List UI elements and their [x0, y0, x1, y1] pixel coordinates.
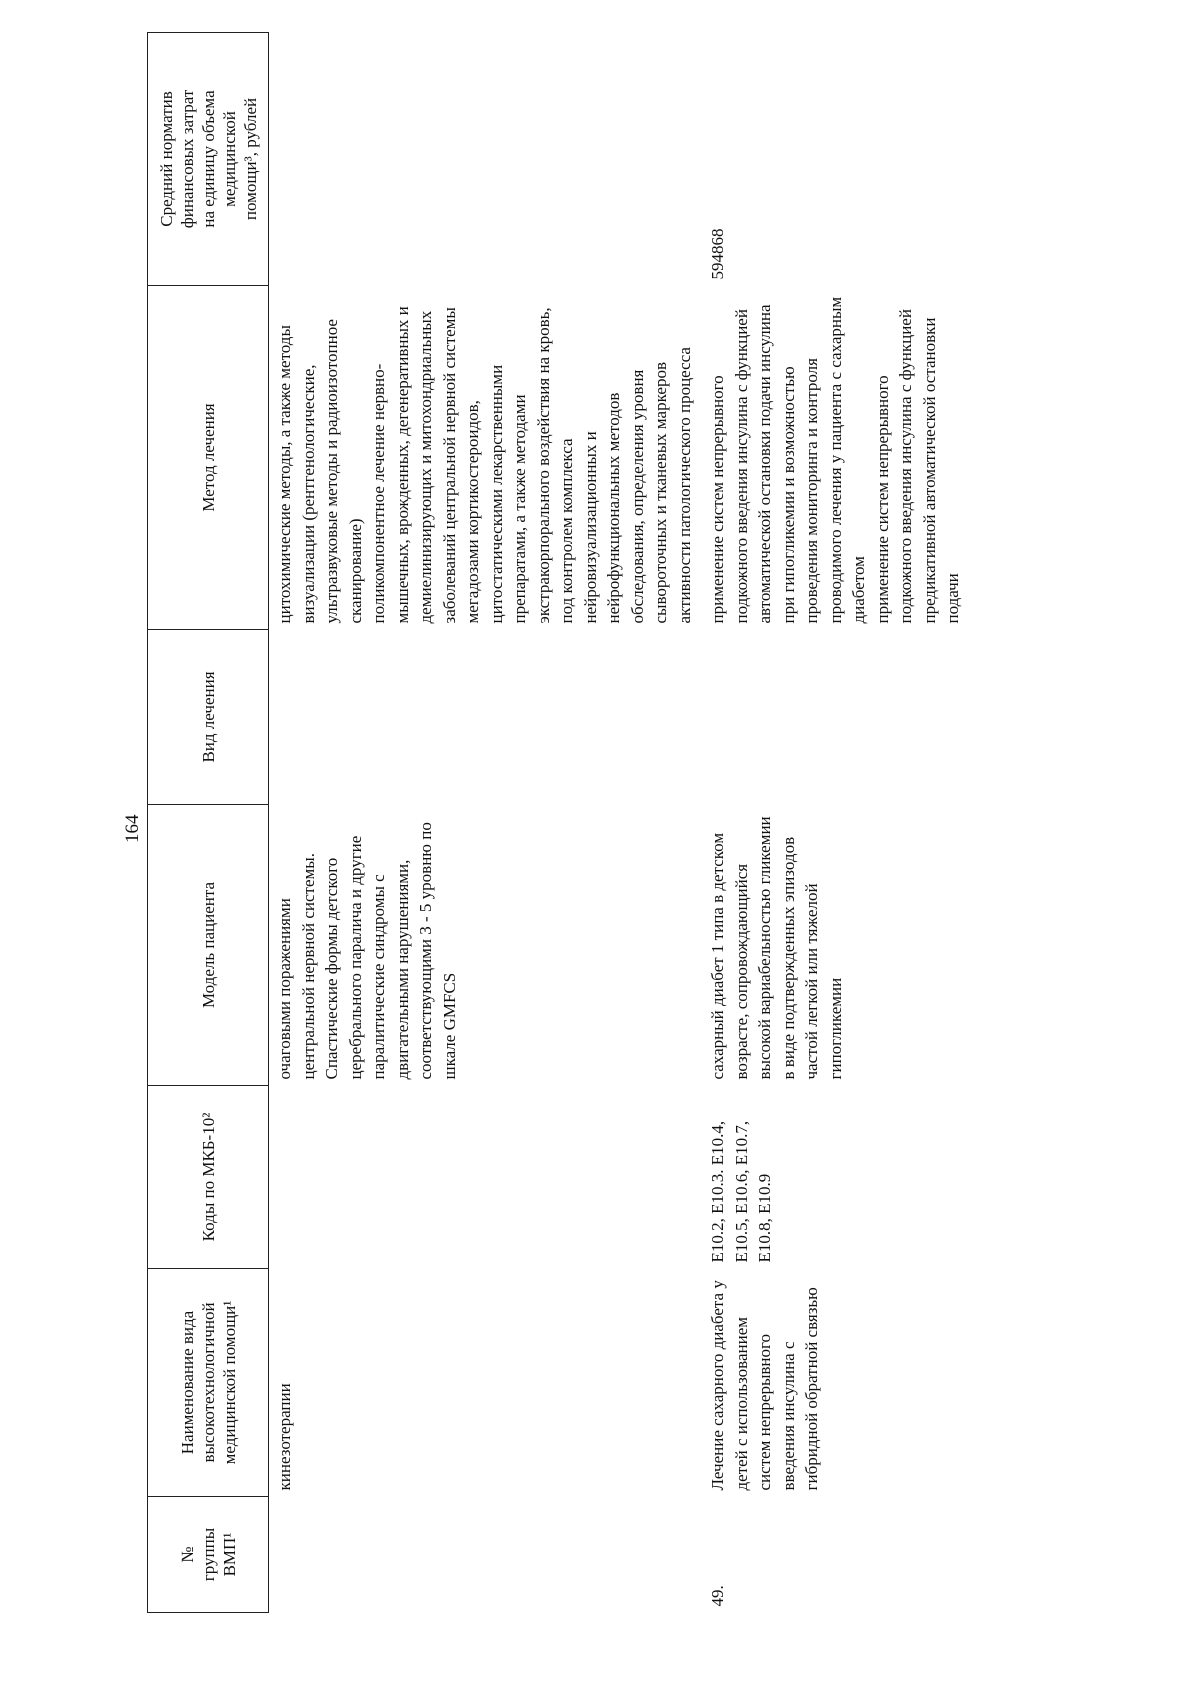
header-treatment-type: Вид лечения	[148, 630, 269, 805]
table-row	[269, 33, 703, 1613]
model-paragraph: Спастические формы детского церебрального паралича и другие паралитические синдромы с двигательными нарушениями, соответствующими 3 - 5 уровню по шкале GMFCS	[322, 822, 459, 1080]
cell-name: Лечение сахарного диабета у детей с использованием систем непрерывного введения инсулина с гибридной обратной связью	[708, 1280, 821, 1491]
method-paragraph: поликомпонентное лечение нервно-мышечных, врожденных, дегенеративных и демиелинизирующих и митохондриальных заболеваний центральной нервной системы мегадозами кортикостероидов, цитостатическими лекарственными препаратами, а также методами экстракорпорального воздействия на кровь, под контролем комплекса нейровизуализационных и нейрофункциональных методов обследования, определения уровня сывороточных и тканевых маркеров активности патологического процесса	[369, 306, 694, 624]
header-treatment-method: Метод лечения	[148, 286, 269, 630]
cell-model	[702, 805, 971, 1086]
cell-cost	[269, 33, 703, 286]
cell-method	[702, 286, 971, 630]
header-icd-codes: Коды по МКБ-10²	[148, 1086, 269, 1269]
page-number: 164	[122, 814, 143, 843]
table-header-row	[148, 33, 269, 1613]
cell-number: 49.	[708, 1585, 727, 1607]
rotated-page	[147, 0, 1200, 1646]
cell-name: кинезотерапии	[275, 1383, 294, 1491]
header-group-number: № группы ВМП¹	[148, 1497, 269, 1613]
method-paragraph: применение систем непрерывного подкожного введения инсулина с функцией предикативной автоматической остановки подачи	[872, 309, 962, 624]
method-paragraph: цитохимические методы, а также методы визуализации (рентгенологические, ультразвуковые методы и радиоизотопное сканирование)	[275, 319, 365, 624]
cell-method	[269, 286, 703, 630]
header-care-name: Наименование вида высокотехнологичной медицинской помощи¹	[148, 1269, 269, 1497]
cell-treatment-type	[269, 630, 703, 805]
cell-model	[269, 805, 703, 1086]
cell-cost: 594868	[708, 228, 727, 280]
cell-number	[269, 1497, 703, 1613]
cell-codes	[269, 1086, 703, 1269]
model-paragraph: сахарный диабет 1 типа в детском возрасте, сопровождающийся высокой вариабельностью гликемии в виде подтвержденных эпизодов частой легкой или тяжелой гипогликемии	[708, 816, 845, 1080]
model-paragraph: очаговыми поражениями центральной нервной системы.	[275, 853, 318, 1080]
table-row	[702, 33, 971, 1613]
header-cost-standard: Средний норматив финансовых затрат на единицу объема медицинской помощи³, рублей	[148, 33, 269, 286]
method-paragraph: применение систем непрерывного подкожного введения инсулина с функцией автоматической остановки подачи инсулина при гипогликемии и возможностью проведения мониторинга и контроля проводимого лечения у пациента с сахарным диабетом	[708, 296, 868, 624]
vmp-table	[147, 32, 971, 1613]
cell-treatment-type	[702, 630, 971, 805]
header-patient-model: Модель пациента	[148, 805, 269, 1086]
cell-codes: E10.2, E10.3. E10.4, E10.5, E10.6, E10.7, E10.8, E10.9	[708, 1120, 774, 1263]
